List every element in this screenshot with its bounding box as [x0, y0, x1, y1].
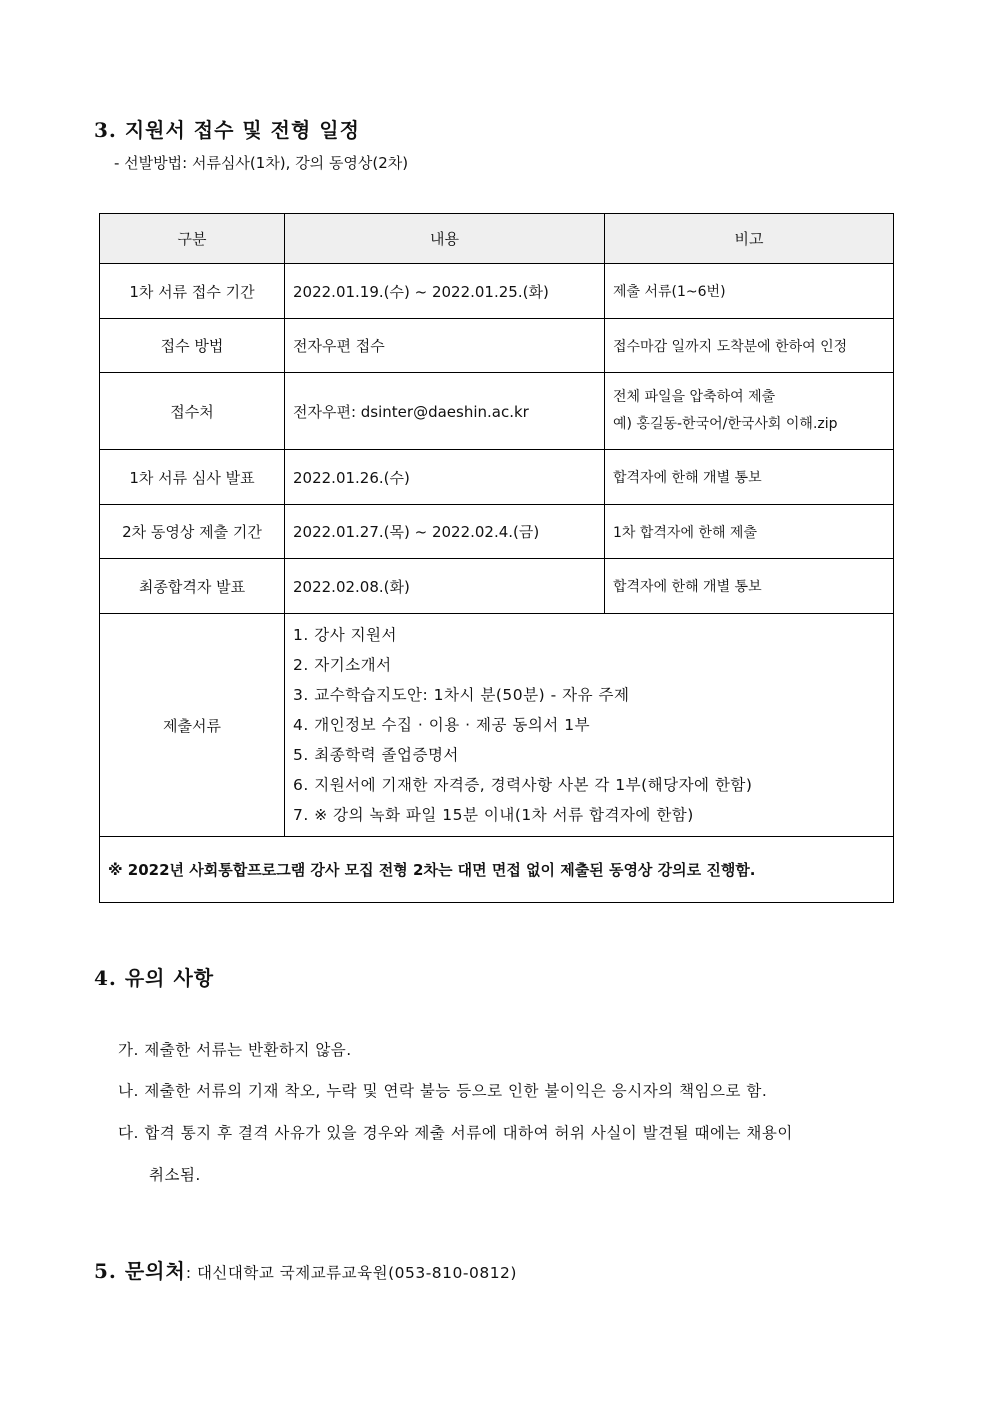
row-label: 접수 방법 [100, 319, 285, 373]
row-label: 1차 서류 심사 발표 [100, 450, 285, 505]
list-item: 1. 강사 지원서 [293, 626, 398, 644]
row-note [605, 373, 894, 450]
documents-list [285, 614, 894, 837]
header-remark: 비고 [605, 214, 894, 264]
notice-item: 가. 제출한 서류는 반환하지 않음. [118, 1041, 352, 1059]
row-content: 2022.01.19.(수) ~ 2022.01.25.(화) [285, 264, 605, 319]
list-item: 2. 자기소개서 [293, 656, 392, 674]
section-5 [94, 1255, 517, 1284]
table-row [100, 505, 894, 559]
note-example: 예) 홍길동-한국어/한국사회 이해.zip [613, 416, 838, 432]
row-label: 2차 동영상 제출 기간 [100, 505, 285, 559]
header-category: 구분 [100, 214, 285, 264]
table-header-row [100, 214, 894, 264]
documents-row [100, 614, 894, 837]
notice-item: 나. 제출한 서류의 기재 착오, 누락 및 연락 불능 등으로 인한 불이익은 응시자의 책임으로 함. [118, 1082, 768, 1100]
section-4-title: 4. 유의 사항 [94, 966, 215, 990]
row-label: 최종합격자 발표 [100, 559, 285, 614]
row-content: 전자우편 접수 [285, 319, 605, 373]
section-5-title: 5. 문의처 [94, 1259, 186, 1283]
list-item: 5. 최종학력 졸업증명서 [293, 746, 459, 764]
row-content: 2022.01.26.(수) [285, 450, 605, 505]
notice-item-continued: 취소됨. [149, 1166, 201, 1184]
row-note: 합격자에 한해 개별 통보 [605, 450, 894, 505]
list-item: 4. 개인정보 수집 · 이용 · 제공 동의서 1부 [293, 716, 591, 734]
row-note: 접수마감 일까지 도착분에 한하여 인정 [605, 319, 894, 373]
contact-info: : 대신대학교 국제교류교육원(053-810-0812) [185, 1264, 517, 1282]
row-label: 접수처 [100, 373, 285, 450]
footnote-row [100, 837, 894, 903]
selection-method: - 선발방법: 서류심사(1차), 강의 동영상(2차) [114, 154, 409, 172]
table-row [100, 319, 894, 373]
schedule-table [99, 213, 894, 903]
row-note: 제출 서류(1~6번) [605, 264, 894, 319]
email-address: 전자우편: dsinter@daeshin.ac.kr [285, 373, 605, 450]
row-note: 1차 합격자에 한해 제출 [605, 505, 894, 559]
row-content: 2022.01.27.(목) ~ 2022.02.4.(금) [285, 505, 605, 559]
row-label: 1차 서류 접수 기간 [100, 264, 285, 319]
notice-item: 다. 합격 통지 후 결격 사유가 있을 경우와 제출 서류에 대하여 허위 사실이 발견될 때에는 채용이 [118, 1124, 793, 1142]
table-row [100, 264, 894, 319]
footnote: ※ 2022년 사회통합프로그램 강사 모집 전형 2차는 대면 면접 없이 제출된 동영상 강의로 진행함. [100, 837, 894, 903]
row-content: 2022.02.08.(화) [285, 559, 605, 614]
row-note: 합격자에 한해 개별 통보 [605, 559, 894, 614]
table-row [100, 450, 894, 505]
list-item: 3. 교수학습지도안: 1차시 분(50분) - 자유 주제 [293, 686, 630, 704]
table-row [100, 559, 894, 614]
table-row [100, 373, 894, 450]
list-item: 7. ※ 강의 녹화 파일 15분 이내(1차 서류 합격자에 한함) [293, 806, 694, 824]
note-line: 전체 파일을 압축하여 제출 [613, 389, 776, 405]
list-item: 6. 지원서에 기재한 자격증, 경력사항 사본 각 1부(해당자에 한함) [293, 776, 753, 794]
documents-label: 제출서류 [100, 614, 285, 837]
section-3-title: 3. 지원서 접수 및 전형 일정 [94, 118, 360, 142]
header-content: 내용 [285, 214, 605, 264]
